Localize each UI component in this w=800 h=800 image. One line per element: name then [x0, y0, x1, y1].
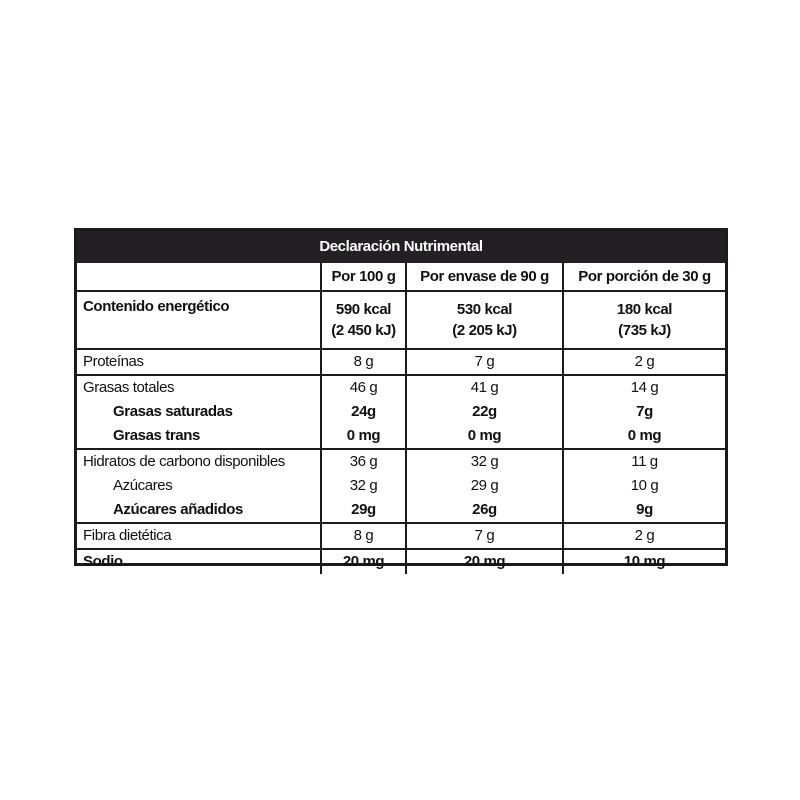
header-per-package: Por envase de 90 g	[406, 263, 563, 291]
row-value: 29g	[321, 498, 406, 523]
panel-title: Declaración Nutrimental	[77, 231, 725, 263]
row-value: 22g	[406, 400, 563, 424]
table-row	[77, 375, 725, 400]
row-value: 2 g	[563, 349, 725, 375]
energy-kj: (735 kJ)	[618, 322, 671, 339]
row-label: Grasas saturadas	[113, 403, 233, 420]
row-label: Azúcares	[113, 477, 173, 494]
energy-kcal: 590 kcal	[335, 301, 392, 318]
row-value: 41 g	[406, 375, 563, 400]
row-value: 14 g	[563, 375, 725, 400]
row-value: 0 mg	[406, 424, 563, 449]
row-value: 32 g	[321, 474, 406, 498]
row-label: Sodio	[83, 553, 123, 570]
energy-kj: (2 450 kJ)	[331, 322, 396, 339]
row-label: Fibra dietética	[77, 523, 321, 549]
row-value: 7g	[563, 400, 725, 424]
row-label: Hidratos de carbono disponibles	[83, 453, 285, 470]
row-value: 29 g	[406, 474, 563, 498]
row-value: 7 g	[406, 349, 563, 375]
row-value: 8 g	[321, 349, 406, 375]
row-value: 8 g	[321, 523, 406, 549]
row-value: 26g	[406, 498, 563, 523]
row-value: 10 mg	[563, 549, 725, 574]
row-value: 9g	[563, 498, 725, 523]
row-value: 36 g	[321, 449, 406, 474]
table-row	[77, 549, 725, 574]
header-blank	[77, 263, 321, 291]
row-value: 0 mg	[563, 424, 725, 449]
nutrition-table	[77, 263, 725, 574]
energy-row	[77, 291, 725, 349]
nutrition-facts-panel	[74, 228, 728, 570]
energy-kj: (2 205 kJ)	[452, 322, 517, 339]
row-value: 24g	[321, 400, 406, 424]
row-value: 20 mg	[406, 549, 563, 574]
table-row	[77, 498, 725, 523]
row-value: 2 g	[563, 523, 725, 549]
row-label: Grasas totales	[83, 379, 175, 396]
row-label: Azúcares añadidos	[77, 498, 321, 523]
row-value: 32 g	[406, 449, 563, 474]
header-per-100g: Por 100 g	[321, 263, 406, 291]
row-label: Proteínas	[77, 349, 321, 375]
row-value: 20 mg	[321, 549, 406, 574]
table-row	[77, 349, 725, 375]
table-row	[77, 424, 725, 449]
row-value: 10 g	[563, 474, 725, 498]
row-value: 0 mg	[321, 424, 406, 449]
energy-kcal: 180 kcal	[616, 301, 673, 318]
row-value: 46 g	[321, 375, 406, 400]
table-row	[77, 400, 725, 424]
table-row	[77, 449, 725, 474]
table-row	[77, 474, 725, 498]
energy-label: Contenido energético	[77, 291, 321, 349]
energy-per-100g	[321, 291, 406, 349]
table-row	[77, 523, 725, 549]
energy-kcal: 530 kcal	[456, 301, 513, 318]
energy-per-package	[406, 291, 563, 349]
header-row	[77, 263, 725, 291]
row-label: Grasas trans	[77, 424, 321, 449]
row-value: 11 g	[563, 449, 725, 474]
energy-per-serving	[563, 291, 725, 349]
row-value: 7 g	[406, 523, 563, 549]
header-per-serving: Por porción de 30 g	[563, 263, 725, 291]
